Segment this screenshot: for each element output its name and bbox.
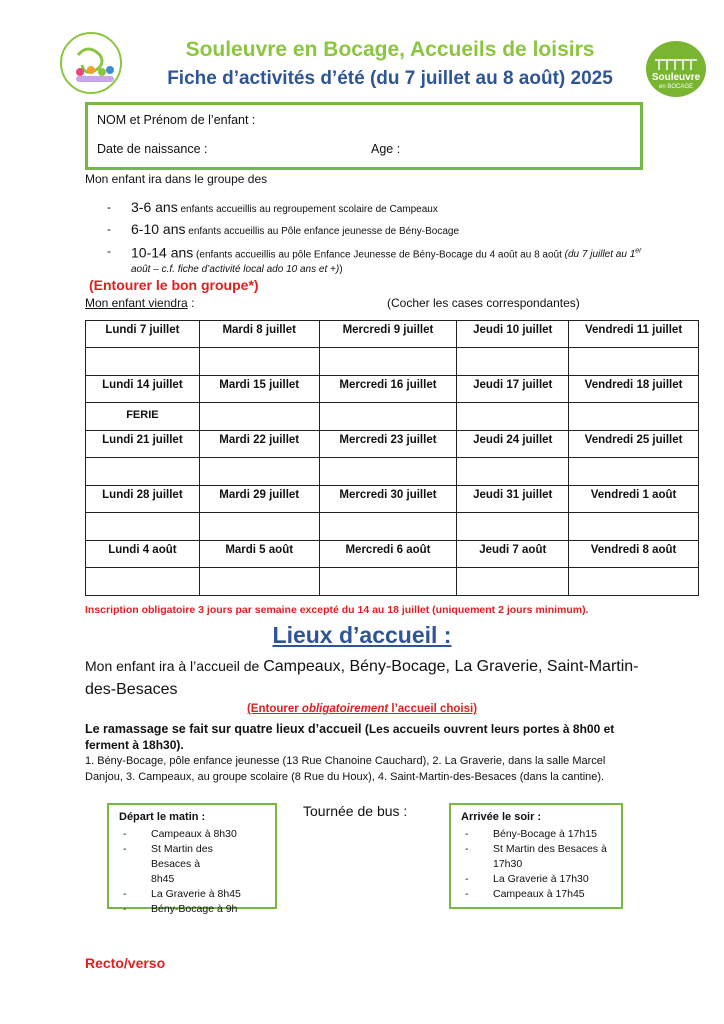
day-checkbox-cell[interactable] (457, 513, 569, 541)
group-item-6-10[interactable]: - 6-10 ans enfants accueillis au Pôle enfance jeunesse de Bény-Bocage (85, 222, 645, 239)
day-header: Mardi 15 juillet (199, 376, 319, 403)
checkbox-row (86, 458, 699, 486)
day-header: Jeudi 10 juillet (457, 321, 569, 348)
day-header: Mardi 5 août (199, 541, 319, 568)
week-header-row (86, 431, 699, 458)
evening-stop: - Bény-Bocage à 17h15 (451, 827, 619, 842)
checkbox-row (86, 348, 699, 376)
day-checkbox-cell[interactable] (319, 348, 457, 376)
day-checkbox-cell[interactable] (569, 513, 699, 541)
evening-stop: - St Martin des Besaces à 17h30 (451, 842, 611, 872)
day-header: Vendredi 18 juillet (569, 376, 699, 403)
day-checkbox-cell[interactable] (86, 568, 200, 596)
day-header: Vendredi 25 juillet (569, 431, 699, 458)
logo-text-1: Souleuvre (651, 72, 701, 83)
evening-stop: - Campeaux à 17h45 (451, 887, 619, 902)
day-checkbox-cell[interactable] (457, 403, 569, 431)
day-header: Lundi 7 juillet (86, 321, 200, 348)
day-header: Jeudi 17 juillet (457, 376, 569, 403)
circle-place-instruction: (Entourer obligatoirement l’accueil choisi) (246, 703, 478, 715)
day-header: Lundi 21 juillet (86, 431, 200, 458)
pickup-text: Le ramassage se fait sur quatre lieux d’accueil (Les accueils ouvrent leurs portes à 8h00 et ferment à 18h30). (85, 722, 615, 752)
day-header: Mercredi 6 août (319, 541, 457, 568)
day-header: Mercredi 23 juillet (319, 431, 457, 458)
day-header: Lundi 4 août (86, 541, 200, 568)
group-list (85, 200, 645, 282)
page-subtitle: Fiche d’activités d’été (du 7 juillet au 8 août) 2025 (167, 68, 613, 89)
morning-stop: - Campeaux à 8h30 (109, 827, 269, 842)
morning-stop: - Bény-Bocage à 9h (109, 902, 269, 917)
week-header-row (86, 321, 699, 348)
day-checkbox-cell[interactable] (569, 348, 699, 376)
evening-stop: - La Graverie à 17h30 (451, 872, 619, 887)
logo-text-2: en BOCAGE (658, 84, 694, 90)
day-header: Mercredi 9 juillet (319, 321, 457, 348)
attendance-calendar (85, 320, 699, 596)
morning-title: Départ le matin : (119, 811, 206, 823)
week-header-row (86, 541, 699, 568)
day-checkbox-cell[interactable] (199, 348, 319, 376)
day-checkbox-cell[interactable] (86, 348, 200, 376)
day-header: Jeudi 7 août (457, 541, 569, 568)
day-checkbox-cell[interactable] (319, 403, 457, 431)
day-checkbox-cell[interactable] (319, 513, 457, 541)
day-header: Mercredi 30 juillet (319, 486, 457, 513)
locations-text: 1. Bény-Bocage, pôle enfance jeunesse (13 Rue Chanoine Cauchard), 2. La Graverie, dans la salle Marcel Danjou, 3. Campeaux, au groupe scolaire (8 Rue du Houx), 4. Saint-Martin-des-Besaces (dans la cantine). (85, 755, 606, 783)
day-checkbox-cell[interactable] (199, 403, 319, 431)
checkbox-row (86, 513, 699, 541)
page-title: Souleuvre en Bocage, Accueils de loisirs (185, 38, 595, 61)
week-header-row (86, 376, 699, 403)
day-header: Mardi 8 juillet (199, 321, 319, 348)
morning-bus-box (107, 803, 277, 915)
group-item-10-14[interactable]: - 10-14 ans (enfants accueillis au pôle Enfance Jeunesse de Bény-Bocage du 4 août au 8 août (du 7 juillet au 1er août – c.f. fiche d’activité local ado 10 ans et +)) (85, 244, 645, 277)
identity-box (85, 102, 643, 170)
day-checkbox-cell[interactable] (569, 458, 699, 486)
day-header: Mardi 22 juillet (199, 431, 319, 458)
day-checkbox-cell[interactable] (199, 568, 319, 596)
day-checkbox-cell[interactable] (86, 513, 200, 541)
day-checkbox-cell[interactable] (199, 513, 319, 541)
day-checkbox-cell[interactable] (569, 403, 699, 431)
group-item-3-6[interactable]: - 3-6 ans enfants accueillis au regroupement scolaire de Campeaux (85, 200, 645, 217)
age-label: Age : (371, 142, 401, 156)
attendance-label: Mon enfant viendra : (85, 296, 195, 310)
birth-date-label: Date de naissance : (97, 142, 208, 156)
day-header: Jeudi 24 juillet (457, 431, 569, 458)
circle-group-instruction: (Entourer le bon groupe*) (89, 277, 259, 293)
day-header: Vendredi 1 août (569, 486, 699, 513)
day-checkbox-cell[interactable] (199, 458, 319, 486)
evening-bus-box (449, 803, 623, 909)
morning-stop: - St Martin des Besaces à 8h45 (109, 842, 221, 887)
checkbox-row (86, 403, 699, 431)
day-header: Mardi 29 juillet (199, 486, 319, 513)
checkbox-row (86, 568, 699, 596)
day-header: Lundi 14 juillet (86, 376, 200, 403)
day-checkbox-cell[interactable] (319, 458, 457, 486)
souleuvre-logo (645, 40, 707, 98)
check-note: (Cocher les cases correspondantes) (387, 296, 580, 310)
places-sentence: Mon enfant ira à l’accueil de Campeaux, Bény-Bocage, La Graverie, Saint-Martin-des-Besaces (85, 658, 639, 698)
day-checkbox-cell[interactable] (86, 458, 200, 486)
day-checkbox-cell[interactable] (319, 568, 457, 596)
day-checkbox-cell[interactable] (457, 458, 569, 486)
morning-stop: - La Graverie à 8h45 (109, 887, 269, 902)
day-header: Vendredi 8 août (569, 541, 699, 568)
group-intro: Mon enfant ira dans le groupe des (85, 172, 268, 186)
day-checkbox-cell[interactable] (569, 568, 699, 596)
day-checkbox-cell[interactable] (457, 348, 569, 376)
footer-recto-verso: Recto/verso (85, 955, 166, 971)
day-checkbox-cell[interactable] (457, 568, 569, 596)
places-heading: Lieux d’accueil : (272, 622, 452, 648)
day-header: Vendredi 11 juillet (569, 321, 699, 348)
accueil-loisirs-logo (58, 30, 124, 96)
name-label: NOM et Prénom de l’enfant : (97, 113, 256, 127)
day-header: Lundi 28 juillet (86, 486, 200, 513)
bus-tour-label: Tournée de bus : (303, 803, 408, 819)
evening-title: Arrivée le soir : (461, 811, 542, 823)
week-header-row (86, 486, 699, 513)
day-header: Jeudi 31 juillet (457, 486, 569, 513)
ferie-cell: FERIE (86, 403, 200, 431)
registration-note: Inscription obligatoire 3 jours par semaine excepté du 14 au 18 juillet (uniquement 2 jours minimum). (85, 604, 589, 616)
day-header: Mercredi 16 juillet (319, 376, 457, 403)
